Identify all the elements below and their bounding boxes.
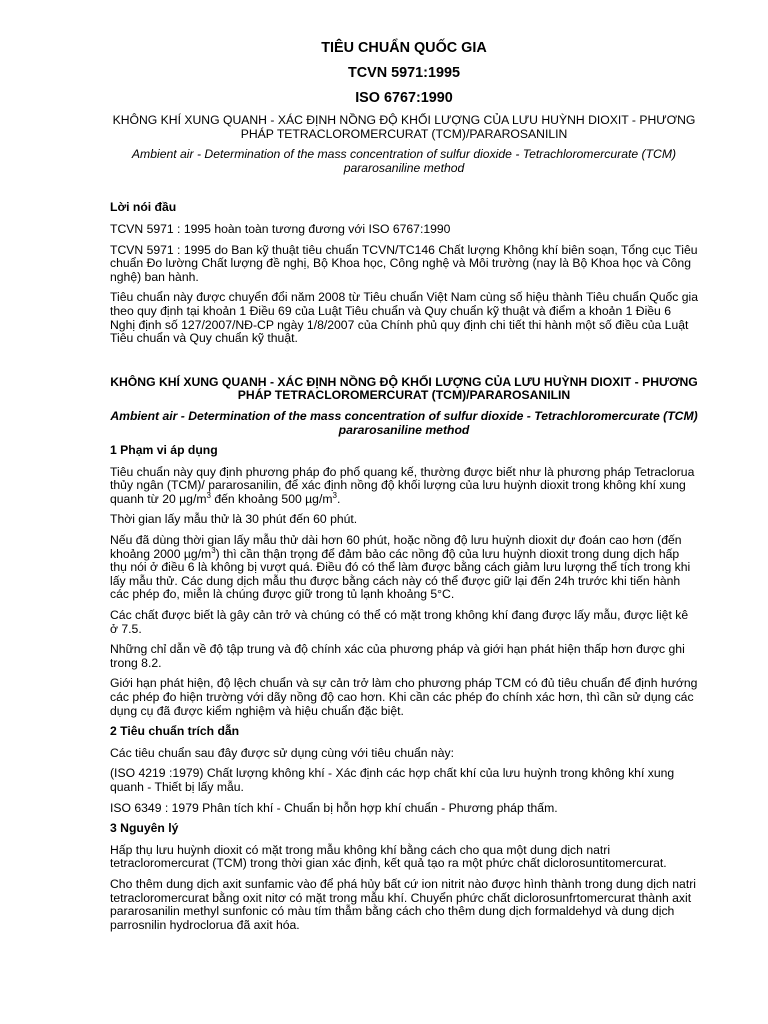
scope-paragraph: Tiêu chuẩn này quy định phương pháp đo phổ quang kế, thường được biết như là phương pháp Tetraclorua thủy ngân (TCM)/ pararosanilin, để xác định nồng độ khối lượng của lưu huỳnh dioxit trong không khí xung quanh từ 20 $\mu g/m^3$ đến khoảng 500 $\mu g/m^3$. — [110, 464, 695, 506]
references-paragraph: ISO 6349 : 1979 Phân tích khí - Chuẩn bị hỗn hợp khí chuẩn - Phương pháp thấm. — [110, 800, 558, 815]
principle-paragraph: Hấp thụ lưu huỳnh dioxit có mặt trong mẫu không khí bằng cách cho qua một dung dịch natri tetracloromercurat (TCM) trong thời gian xác định, kết quả tạo ra một phức chất diclorosuntitomercurat. — [110, 842, 667, 871]
body-vietnamese-title: KHÔNG KHÍ XUNG QUANH - XÁC ĐỊNH NỒNG ĐỘ KHỐI LƯỢNG CỦA LƯU HUỲNH DIOXIT - PHƯƠNG PHÁP TETRACLOROMERCURAT (TCM)/PARAROSANILIN — [110, 374, 698, 403]
scope-paragraph: Những chỉ dẫn về độ tập trung và độ chính xác của phương pháp và giới hạn phát hiện thấp hơn được ghi trong 8.2. — [110, 642, 685, 670]
english-title: Ambient air - Determination of the mass concentration of sulfur dioxide - Tetrachloromercurate (TCM) pararosaniline method — [131, 147, 677, 175]
foreword-paragraph: TCVN 5971 : 1995 hoàn toàn tương đương với ISO 6767:1990 — [110, 221, 451, 236]
foreword-paragraph: Tiêu chuẩn này được chuyển đổi năm 2008 từ Tiêu chuẩn Việt Nam cùng số hiệu thành Tiêu chuẩn Quốc gia theo quy định tại khoản 1 Điều 69 của Luật Tiêu chuẩn và Quy chuẩn kỹ thuật và điểm a khoản 1 Điều 6 Nghị định số 127/2007/NĐ-CP ngày 1/8/2007 của Chính phủ quy định chi tiết thi hành một số điều của Luật Tiêu chuẩn và Quy chuẩn kỹ thuật. — [110, 290, 699, 346]
section-heading-references: 2 Tiêu chuẩn trích dẫn — [110, 724, 240, 739]
references-paragraph: (ISO 4219 :1979) Chất lượng không khí - Xác định các hợp chất khí của lưu huỳnh trong không khí xung quanh - Thiết bị lấy mẫu. — [110, 766, 675, 794]
scope-paragraph: Thời gian lấy mẫu thử là 30 phút đến 60 phút. — [110, 512, 358, 527]
foreword-paragraph: TCVN 5971 : 1995 do Ban kỹ thuật tiêu chuẩn TCVN/TC146 Chất lượng Không khí biên soạn, Tổng cục Tiêu chuẩn Đo lường Chất lượng đề nghị, Bộ Khoa học, Công nghệ và Môi trường (nay là Bộ Khoa học và Công nghệ) ban hành. — [110, 242, 698, 284]
vietnamese-title: KHÔNG KHÍ XUNG QUANH - XÁC ĐỊNH NỒNG ĐỘ KHỐI LƯỢNG CỦA LƯU HUỲNH DIOXIT - PHƯƠNG PHÁP TETRACLOROMERCURAT (TCM)/PARAROSANILIN — [112, 113, 696, 141]
standard-number: TCVN 5971:1995 — [348, 65, 460, 81]
doc-heading: TIÊU CHUẨN QUỐC GIA — [321, 40, 487, 56]
foreword-heading: Lời nói đầu — [110, 200, 177, 215]
references-paragraph: Các tiêu chuẩn sau đây được sử dụng cùng với tiêu chuẩn này: — [110, 745, 454, 760]
section-heading-scope: 1 Phạm vi áp dụng — [110, 443, 218, 458]
scope-paragraph: Nếu đã dùng thời gian lấy mẫu thử dài hơn 60 phút, hoặc nồng độ lưu huỳnh dioxit dự đoán cao hơn (đến khoảng 2000 $\mu g/m^3$) thì cần thận trọng để đảm bảo các nồng độ của lưu huỳnh dioxit trong dung dịch hấp thụ nói ở điều 6 là không bị vượt quá. Điều đó có thể làm được bằng cách giảm lưu lượng thể tích trong khi lấy mẫu thử. Các dung dịch mẫu thu được bằng cách này có thể được giữ lại đến 24h trước khi tiến hành các phép đo, miễn là chúng được giữ trong tủ lạnh khoảng 5°C. — [110, 533, 691, 602]
scope-paragraph: Giới hạn phát hiện, độ lệch chuẩn và sự cản trở làm cho phương pháp TCM có đủ tiêu chuẩn để định hướng các phép đo hiện trường với dãy nồng độ cao hơn. Khi cần các phép đo chính xác hơn, thì cần sử dụng các dụng cụ đã được kiểm nghiệm và hiệu chuẩn đặc biệt. — [110, 676, 698, 718]
iso-number: ISO 6767:1990 — [355, 90, 453, 106]
principle-paragraph: Cho thêm dung dịch axit sunfamic vào để phá hủy bất cứ ion nitrit nào được hình thành trong dung dịch natri tetracloromercurat bằng oxit nitơ có mặt trong mẫu khí. Chuyển phức chất diclorosunfrtomercurat thành axit pararosanilin methyl sunfonic có màu tím thẫm bằng cách cho thêm dung dịch formaldehyd và dung dịch parrosnilin hydroclorua đã axit hóa. — [110, 876, 696, 932]
scope-paragraph: Các chất được biết là gây cản trở và chúng có thể có mặt trong không khí đang được lấy mẫu, được liệt kê ở 7.5. — [110, 608, 689, 636]
section-heading-principle: 3 Nguyên lý — [110, 821, 179, 836]
body-english-title: Ambient air - Determination of the mass concentration of sulfur dioxide - Tetrachloromercurate (TCM) pararosaniline method — [110, 408, 698, 437]
